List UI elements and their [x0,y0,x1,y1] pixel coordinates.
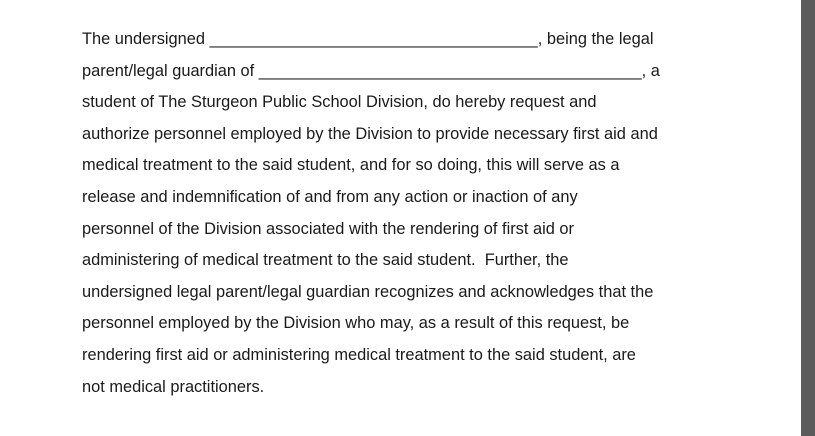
paragraph-line: authorize personnel employed by the Division to provide necessary first aid and [82,124,658,143]
paragraph-line: administering of medical treatment to the said student. Further, the [82,251,569,270]
paragraph-line: medical treatment to the said student, and for so doing, this will serve as a [82,156,620,175]
paragraph-line: release and indemnification of and from any action or inaction of any [82,187,578,206]
paragraph-line: The undersigned ____________________________________, being the legal [82,30,654,48]
vertical-scrollbar[interactable] [801,0,815,436]
paragraph-line: rendering first aid or administering medical treatment to the said student, are [82,345,636,364]
paragraph-line: undersigned legal parent/legal guardian recognizes and acknowledges that the [82,282,654,301]
paragraph-line: personnel of the Division associated with the rendering of first aid or [82,219,574,238]
paragraph-line: parent/legal guardian of __________________________________________, a [82,61,660,80]
paragraph-line: personnel employed by the Division who may, as a result of this request, be [82,314,630,333]
paragraph-line: student of The Sturgeon Public School Division, do hereby request and [82,93,597,112]
paragraph-line: not medical practitioners. [82,377,265,396]
consent-paragraph [82,24,762,403]
